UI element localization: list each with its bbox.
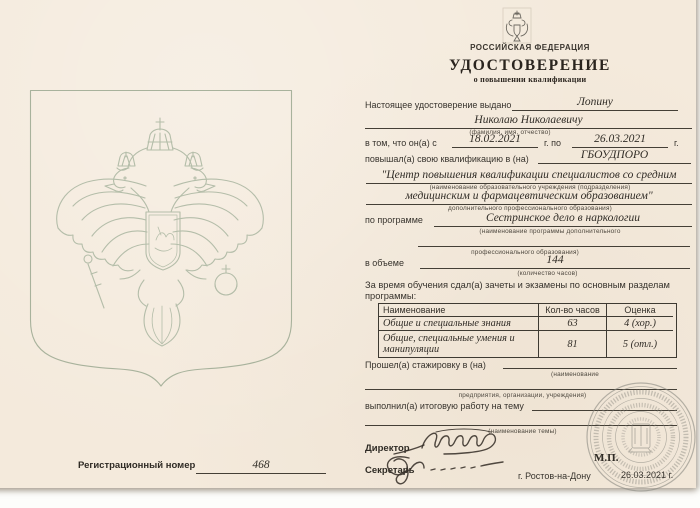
period-label: в том, что он(а) с [365, 138, 437, 148]
org-name-line1: "Центр повышения квалификации специалистов со средним [366, 169, 692, 184]
internship-caption2: предприятия, организации, учреждения) [458, 392, 587, 399]
registration-number-value: 468 [196, 459, 326, 474]
period-end-label: г. [674, 138, 679, 148]
secretary-label: Секретарь [365, 465, 415, 476]
date-to-value: 26.03.2021 [572, 133, 668, 148]
table-row2-name: Общие, специальные умения и манипуляции [379, 331, 539, 357]
volume-caption: (количество часов) [517, 270, 578, 277]
program-caption2: профессионального образования) [471, 249, 579, 256]
shield-frame [31, 91, 292, 387]
org-caption2: дополнительного профессионального образования) [448, 205, 612, 212]
registration-number-label: Регистрационный номер [78, 460, 196, 471]
org-name-line2: медицинским и фармацевтическим образованием" [366, 190, 692, 205]
program-continuation-line [418, 246, 690, 247]
qualification-label: повышал(а) свою квалификацию в (на) [365, 154, 529, 164]
coat-of-arms-watermark [28, 88, 295, 392]
surname-value: Лопину [512, 96, 678, 111]
grades-table [378, 303, 677, 358]
thesis-label: выполнил(а) итоговую работу на тему [365, 401, 524, 411]
date-from-value: 18.02.2021 [452, 133, 538, 148]
secretary-signature [383, 451, 521, 493]
issued-label: Настоящее удостоверение выдано [365, 100, 512, 110]
double-headed-eagle [57, 118, 264, 346]
internship-line1 [503, 368, 677, 369]
period-mid-label: г. по [544, 138, 562, 148]
volume-value: 144 [420, 254, 690, 269]
table-row1-hours: 63 [539, 317, 607, 331]
table-row2-hours: 81 [539, 331, 607, 357]
internship-caption1: (наименование [551, 371, 599, 378]
name-patronymic-value: Николаю Николаевичу [365, 114, 692, 129]
director-label: Директор [365, 443, 410, 454]
program-caption1: (наименование программы дополнительного [479, 228, 621, 235]
city-label: г. Ростов-на-Дону [518, 471, 591, 481]
volume-label: в объеме [365, 258, 404, 268]
stamp-place-label: М.П. [594, 452, 619, 464]
table-header-hours: Кол-во часов [539, 304, 607, 317]
country-name: РОССИЙСКАЯ ФЕДЕРАЦИЯ [470, 43, 590, 52]
table-row1-name: Общие и специальные знания [379, 317, 539, 331]
fio-caption: (фамилия, имя, отчество) [469, 129, 551, 136]
org-caption1: (наименование образовательного учреждения (подразделения) [429, 184, 631, 191]
table-row1-grade: 4 (хор.) [607, 317, 673, 331]
program-name-value: Сестринское дело в наркологии [434, 212, 692, 227]
table-row2-grade: 5 (отл.) [622, 338, 658, 350]
internship-label: Прошел(а) стажировку в (на) [365, 360, 486, 370]
exams-text: За время обучения сдал(а) зачеты и экзамены по основным разделам программы: [365, 280, 670, 301]
certificate-title: УДОСТОВЕРЕНИЕ [449, 57, 611, 74]
mini-emblem-icon [502, 7, 532, 44]
table-header-grade: Оценка [607, 304, 673, 317]
certificate-subtitle: о повышении квалификации [473, 75, 587, 84]
program-label: по программе [365, 215, 423, 225]
table-header-name: Наименование [379, 304, 539, 317]
issue-date-label: 26.03.2021 г. [621, 470, 674, 480]
thesis-caption: (наименование темы) [488, 428, 557, 435]
org-abbr-value: ГБОУДПОРО [538, 149, 691, 164]
